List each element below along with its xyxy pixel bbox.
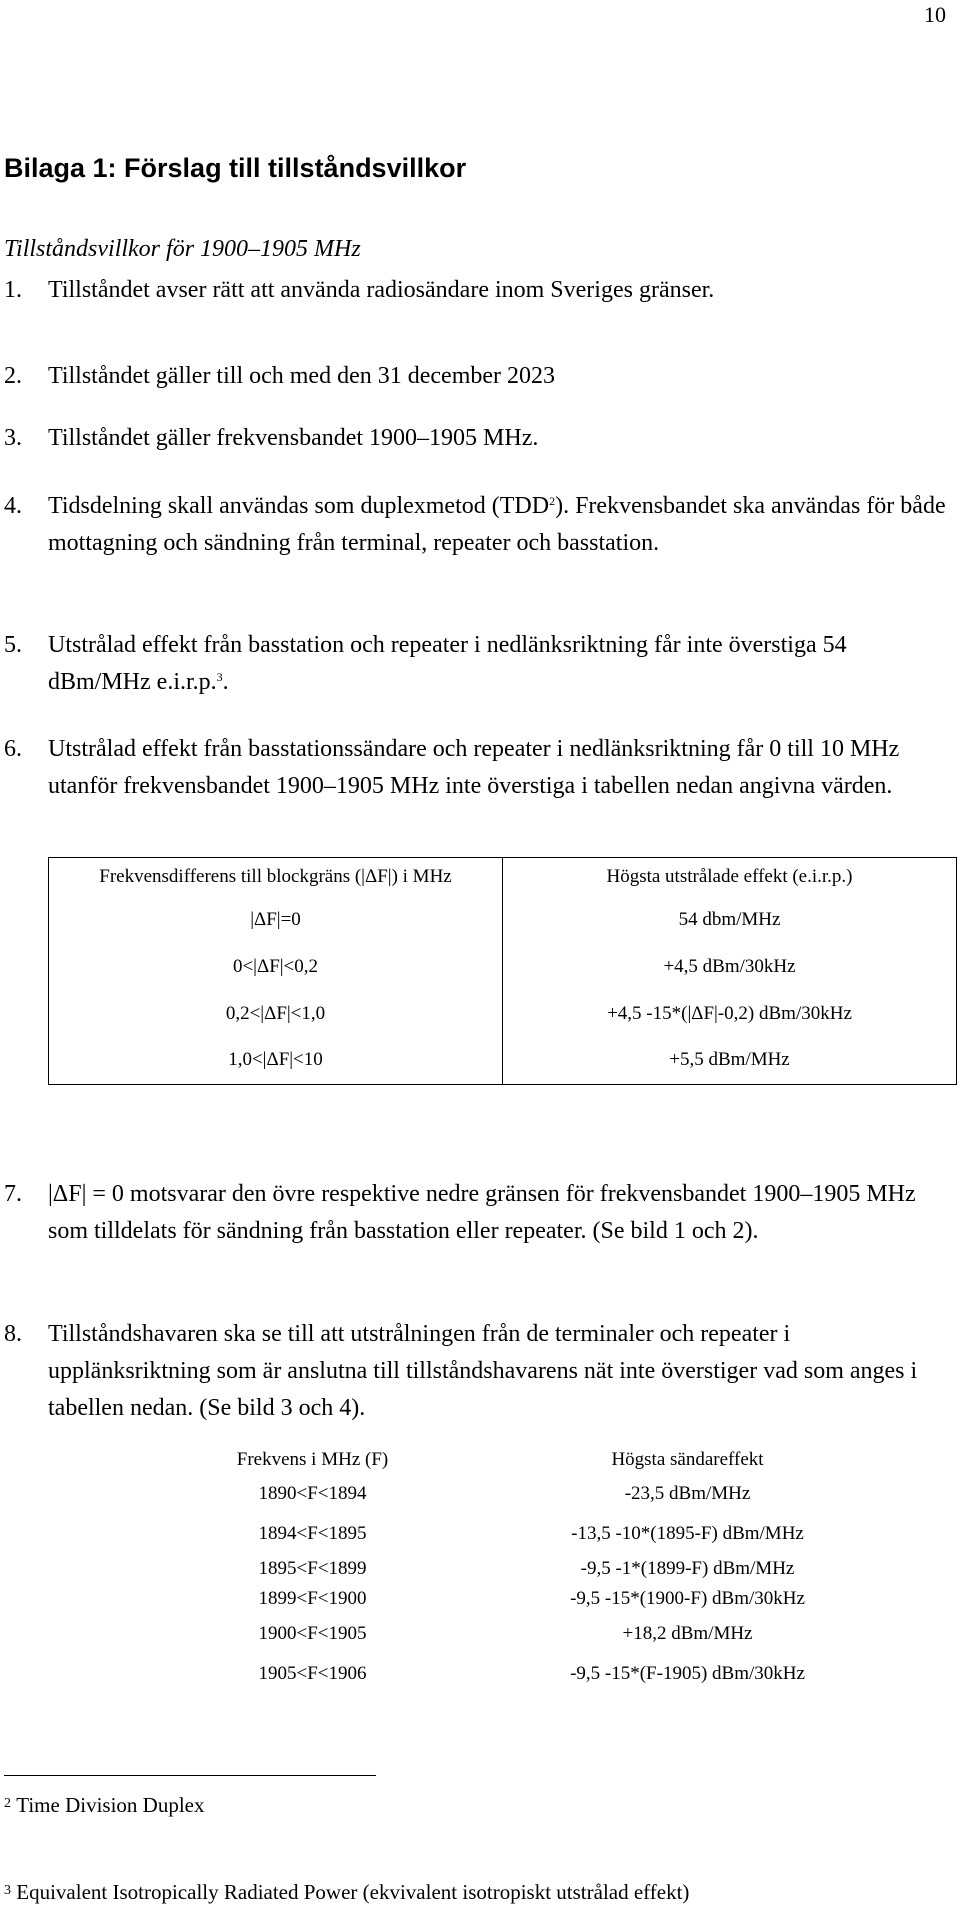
table-row [49, 943, 957, 990]
item-text-part: . [222, 669, 229, 695]
table-row [49, 1037, 957, 1084]
emission-table-uplink [140, 1446, 890, 1693]
table-cell: +4,5 dBm/30kHz [503, 943, 957, 990]
footnote-ref: 2 [549, 494, 556, 508]
item-text: Utstrålad effekt från basstationssändare och repeater i nedlänksriktning får 0 till 10 MHz utanför frekvensbandet 1900–1905 MHz inte överstiga i tabellen nedan angivna värden. [48, 736, 900, 799]
table-cell: 1894<F<1895 [258, 1522, 367, 1544]
table-row [140, 1553, 890, 1583]
table-cell: 1899<F<1900 [258, 1587, 367, 1609]
table-row [49, 990, 957, 1037]
item-number: 5. [4, 632, 22, 658]
table-cell: -23,5 dBm/MHz [624, 1482, 751, 1504]
footnote-number: 3 [4, 1883, 11, 1898]
table-cell: 1890<F<1894 [258, 1482, 367, 1504]
table-header: Frekvens i MHz (F) [236, 1449, 389, 1470]
table-cell: 1900<F<1905 [258, 1622, 367, 1644]
item-number: 8. [4, 1321, 22, 1347]
table-cell: 0,2<|ΔF|<1,0 [49, 990, 503, 1037]
footnote-number: 2 [4, 1796, 11, 1811]
footnote-text: Equivalent Isotropically Radiated Power (ekvivalent isotropiskt utstrålad effekt) [16, 1880, 690, 1904]
table-cell: -9,5 -1*(1899-F) dBm/MHz [580, 1557, 795, 1579]
table-header: Högsta sändareffekt [611, 1449, 764, 1470]
table-header: Frekvensdifferens till blockgräns (|ΔF|) i MHz [49, 858, 503, 897]
table-cell: +4,5 -15*(|ΔF|-0,2) dBm/30kHz [503, 990, 957, 1037]
table-row [140, 1513, 890, 1553]
table-row [140, 1653, 890, 1693]
table-cell: -13,5 -10*(1895-F) dBm/MHz [571, 1522, 804, 1544]
table-row [49, 896, 957, 943]
item-number: 3. [4, 425, 22, 451]
item-number: 1. [4, 277, 22, 303]
footnote [4, 1793, 205, 1818]
table-cell: 0<|ΔF|<0,2 [49, 943, 503, 990]
table-cell: +18,2 dBm/MHz [622, 1622, 753, 1644]
item-text: Tillståndet gäller till och med den 31 december 2023 [48, 363, 555, 389]
item-number: 6. [4, 736, 22, 762]
table-cell: -9,5 -15*(F-1905) dBm/30kHz [570, 1662, 805, 1684]
item-text: |ΔF| = 0 motsvarar den övre respektive nedre gränsen för frekvensbandet 1900–1905 MHz som tilldelats för sändning från basstation eller repeater. (Se bild 1 och 2). [48, 1181, 916, 1244]
page-heading: Bilaga 1: Förslag till tillståndsvillkor [4, 153, 467, 183]
footnote [4, 1880, 689, 1905]
footnote-ref: 3 [216, 670, 223, 684]
footnote-text: Time Division Duplex [16, 1793, 205, 1817]
item-text-part: ). Frekvensbandet ska användas för både mottagning och sändning från terminal, repeater och basstation. [48, 493, 946, 556]
table-cell: 1905<F<1906 [258, 1662, 367, 1684]
table-row [140, 1473, 890, 1513]
item-number: 2. [4, 363, 22, 389]
table-cell: +5,5 dBm/MHz [503, 1037, 957, 1084]
item-number: 4. [4, 493, 22, 519]
table-cell: -9,5 -15*(1900-F) dBm/30kHz [570, 1587, 805, 1609]
footnote-divider [4, 1775, 376, 1776]
item-text: Tillståndet avser rätt att använda radiosändare inom Sveriges gränser. [48, 277, 715, 303]
table-header: Högsta utstrålade effekt (e.i.r.p.) [503, 858, 957, 897]
table-row [140, 1613, 890, 1653]
page-number: 10 [924, 2, 946, 27]
item-text [48, 627, 948, 701]
item-text: Tillståndet gäller frekvensbandet 1900–1905 MHz. [48, 425, 539, 451]
item-text-part: Tidsdelning skall användas som duplexmetod (TDD [48, 493, 550, 519]
section-subheading: Tillståndsvillkor för 1900–1905 MHz [4, 236, 361, 262]
item-text: Tillståndshavaren ska se till att utstrålningen från de terminaler och repeater i upplänksriktning som är anslutna till tillståndshavarens nät inte överstiger vad som anges i tabellen nedan. (Se bild 3 och 4). [48, 1321, 918, 1421]
item-text-part: Utstrålad effekt från basstation och repeater i nedlänksriktning får inte överstiga 54 dBm/MHz e.i.r.p. [48, 632, 847, 695]
table-cell: 1895<F<1899 [258, 1557, 367, 1579]
item-text [48, 488, 948, 562]
table-row [140, 1583, 890, 1613]
emission-table-downlink [48, 857, 957, 1085]
item-number: 7. [4, 1181, 22, 1207]
table-cell: |ΔF|=0 [49, 896, 503, 943]
table-cell: 1,0<|ΔF|<10 [49, 1037, 503, 1084]
table-cell: 54 dbm/MHz [503, 896, 957, 943]
